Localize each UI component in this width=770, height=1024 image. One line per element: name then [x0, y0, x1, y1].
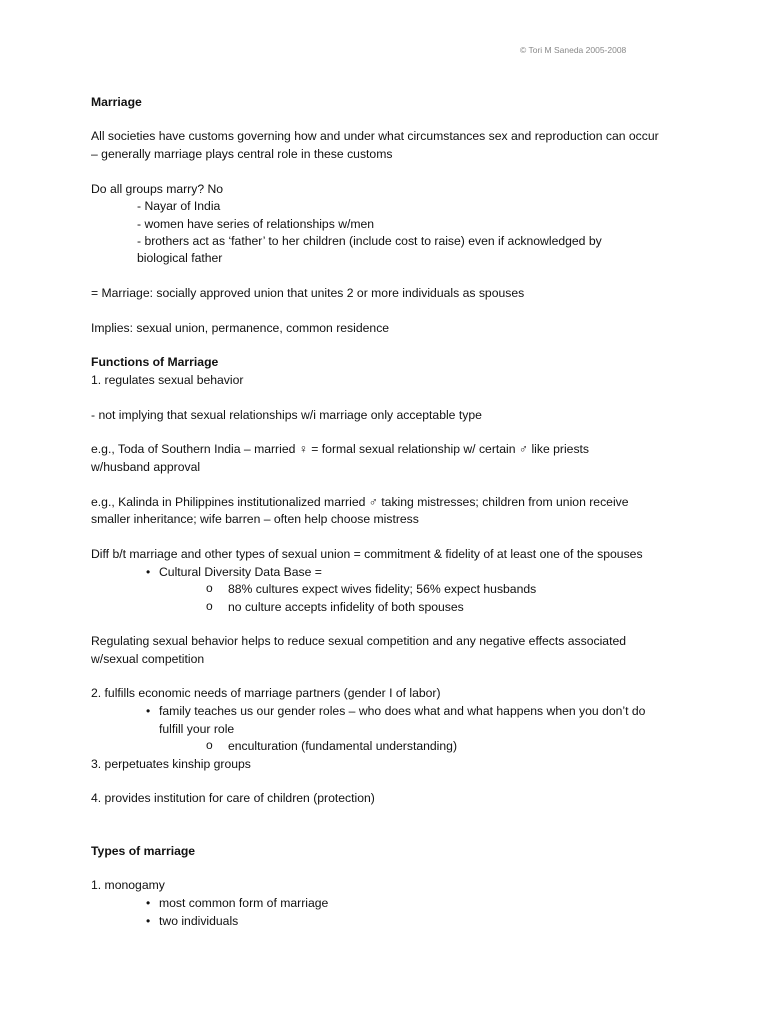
copyright-notice: © Tori M Saneda 2005-2008	[520, 45, 627, 55]
gender-roles-line-2: fulfill your role	[159, 722, 235, 736]
function-1: 1. regulates sexual behavior	[91, 373, 244, 387]
cddb-sub-item: 88% cultures expect wives fidelity; 56% expect husbands	[228, 582, 537, 596]
sub-bullet-marker: o	[206, 738, 213, 752]
function-1-note: - not implying that sexual relationships w/i marriage only acceptable type	[91, 408, 482, 422]
implies-line: Implies: sexual union, permanence, common residence	[91, 321, 390, 335]
nayar-item: - brothers act as ‘father’ to her children (include cost to raise) even if acknowledged by	[137, 234, 602, 248]
nayar-item: - women have series of relationships w/men	[137, 217, 375, 231]
function-4: 4. provides institution for care of children (protection)	[91, 791, 375, 805]
question-do-all-groups-marry: Do all groups marry? No	[91, 182, 224, 196]
monogamy-item: most common form of marriage	[159, 896, 329, 910]
function-3: 3. perpetuates kinship groups	[91, 757, 251, 771]
example-toda-line-2: w/husband approval	[91, 460, 201, 474]
nayar-item: - Nayar of India	[137, 199, 221, 213]
types-heading: Types of marriage	[91, 844, 196, 858]
intro-line-1: All societies have customs governing how and under what circumstances sex and reproduction can occur	[91, 129, 659, 143]
regulating-line-1: Regulating sexual behavior helps to reduce sexual competition and any negative effects associated	[91, 634, 627, 648]
enculturation-item: enculturation (fundamental understanding)	[228, 739, 458, 753]
bullet-marker: •	[146, 565, 151, 579]
bullet-marker: •	[146, 704, 151, 718]
function-2: 2. fulfills economic needs of marriage partners (gender I of labor)	[91, 686, 441, 700]
functions-heading: Functions of Marriage	[91, 355, 219, 369]
nayar-item: biological father	[137, 251, 223, 265]
type-1: 1. monogamy	[91, 878, 165, 892]
bullet-marker: •	[146, 896, 151, 910]
monogamy-item: two individuals	[159, 914, 239, 928]
example-toda-line-1: e.g., Toda of Southern India – married ♀ = formal sexual relationship w/ certain ♂ like priests	[91, 442, 590, 456]
regulating-line-2: w/sexual competition	[91, 652, 205, 666]
cddb-item: Cultural Diversity Data Base =	[159, 565, 322, 579]
intro-line-2: – generally marriage plays central role in these customs	[91, 147, 393, 161]
page-title: Marriage	[91, 95, 142, 109]
marriage-definition: = Marriage: socially approved union that unites 2 or more individuals as spouses	[91, 286, 525, 300]
example-kalinda-line-2: smaller inheritance; wife barren – often help choose mistress	[91, 512, 419, 526]
sub-bullet-marker: o	[206, 599, 213, 613]
difference-line: Diff b/t marriage and other types of sexual union = commitment & fidelity of at least one of the spouses	[91, 547, 643, 561]
sub-bullet-marker: o	[206, 581, 213, 595]
gender-roles-line-1: family teaches us our gender roles – who does what and what happens when you don’t do	[159, 704, 646, 718]
example-kalinda-line-1: e.g., Kalinda in Philippines institutionalized married ♂ taking mistresses; children from union receive	[91, 495, 629, 509]
cddb-sub-item: no culture accepts infidelity of both spouses	[228, 600, 464, 614]
bullet-marker: •	[146, 914, 151, 928]
